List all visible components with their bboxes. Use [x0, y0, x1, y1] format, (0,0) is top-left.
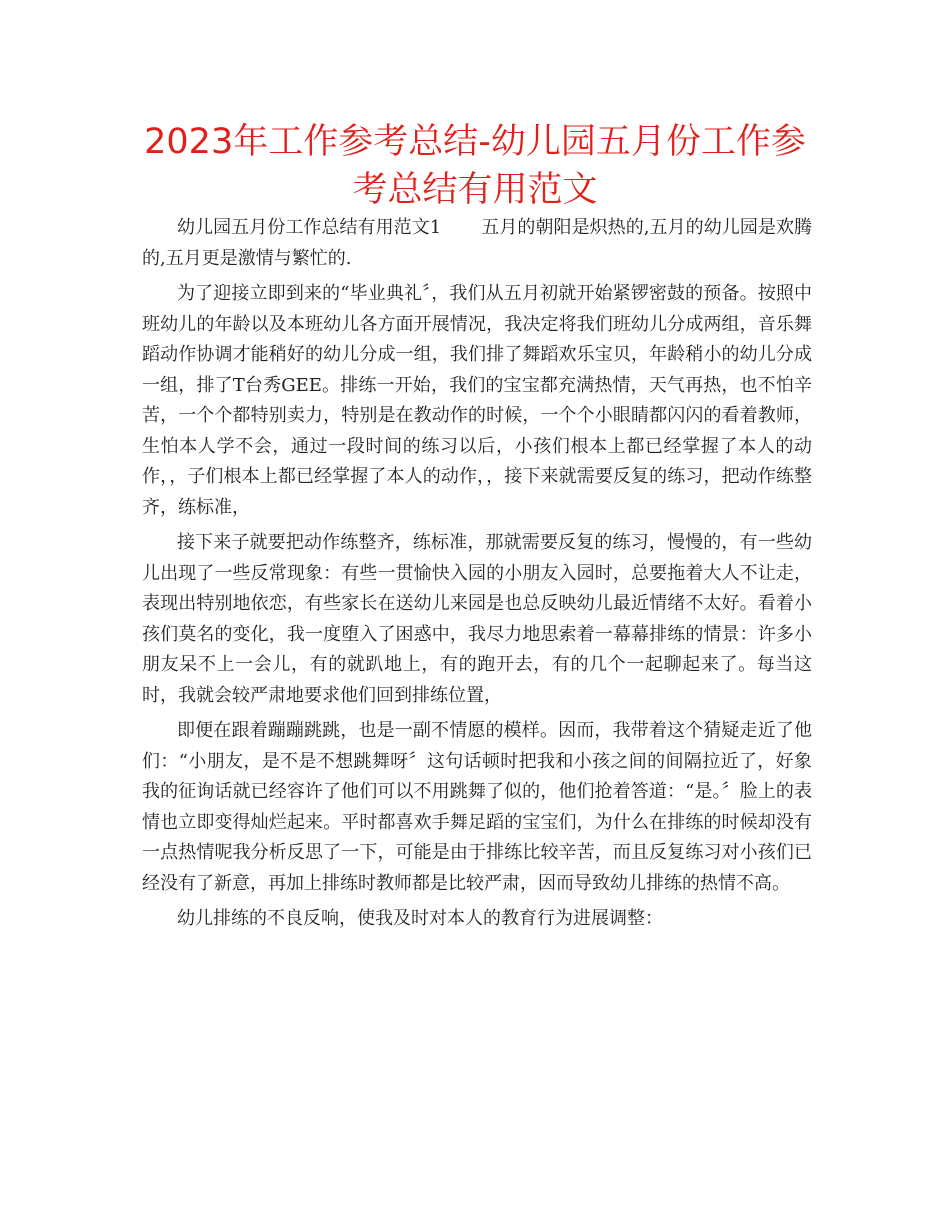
document-body [142, 213, 812, 940]
intro-heading: 幼儿园五月份工作总结有用范文1 [177, 217, 442, 238]
document-title: 2023年工作参考总结-幼儿园五月份工作参考总结有用范文 [144, 122, 806, 210]
body-paragraph-3: 即便在跟着蹦蹦跳跳，也是一副不情愿的模样。因而，我带着这个猜疑走近了他们：“小朋友，是不是不想跳舞呀〞这句话顿时把我和小孩之间的间隔拉近了，好象我的征询话就已经容许了他们可以不用跳舞了似的，他们抢着答道：“是。〞脸上的表情也立即变得灿烂起来。平时都喜欢手舞足蹈的宝宝们，为什么在排练的时候却没有一点热情呢我分析反思了一下，可能是由于排练比较辛苦，而且反复练习对小孩们已经没有了新意，再加上排练时教师都是比较严肃，因而导致幼儿排练的热情不高。 [142, 720, 812, 894]
body-paragraph-2: 接下来子就要把动作练整齐，练标准，那就需要反复的练习，慢慢的，有一些幼儿出现了一些反常现象：有些一贯愉快入园的小朋友入园时，总要拖着大人不让走，表现出特别地依恋，有些家长在送幼儿来园是也总反映幼儿最近情绪不太好。看着小孩们莫名的变化，我一度堕入了困惑中，我尽力地思索着一幕幕排练的情景：许多小朋友呆不上一会儿，有的就趴地上，有的跑开去，有的几个一起聊起来了。每当这时，我就会较严肃地要求他们回到排练位置， [142, 532, 812, 706]
body-paragraph-1: 为了迎接立即到来的“毕业典礼〞，我们从五月初就开始紧锣密鼓的预备。按照中班幼儿的年龄以及本班幼儿各方面开展情况，我决定将我们班幼儿分成两组，音乐舞蹈动作协调才能稍好的幼儿分成一组，我们排了舞蹈欢乐宝贝，年龄稍小的幼儿分成一组，排了T台秀GEE。排练一开始，我们的宝宝都充满热情，天气再热，也不怕辛苦，一个个都特别卖力，特别是在教动作的时候，一个个小眼睛都闪闪的看着教师，生怕本人学不会，通过一段时间的练习以后，小孩们根本上都已经掌握了本人的动作，，子们根本上都已经掌握了本人的动作，，接下来就需要反复的练习，把动作练整齐，练标准， [142, 283, 812, 518]
intro-paragraph [142, 213, 812, 274]
body-paragraph-4: 幼儿排练的不良反响，使我及时对本人的教育行为进展调整： [177, 908, 663, 929]
intro-text: 五月的朝阳是炽热的,五月的幼儿园是欢腾的,五月更是激情与繁忙的. [142, 217, 812, 269]
